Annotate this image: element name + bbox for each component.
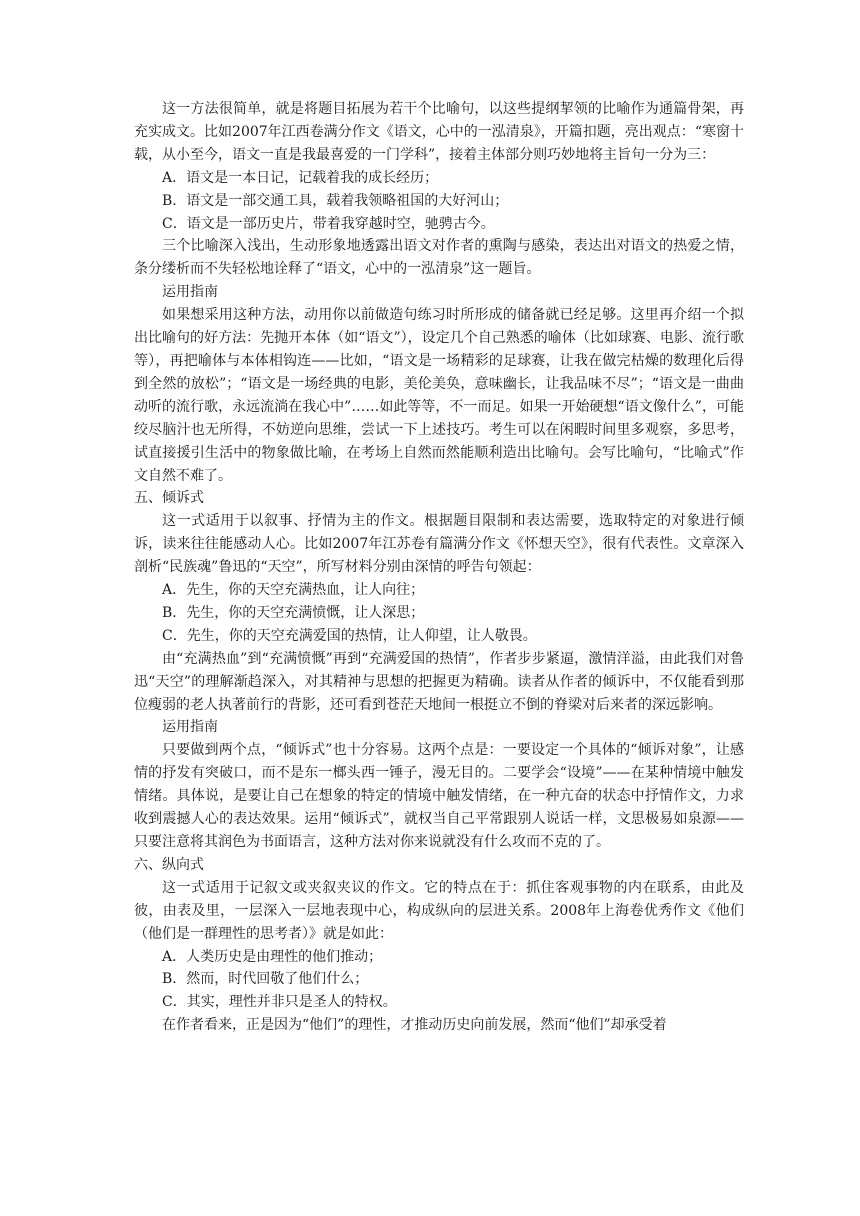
list-item-c: C．语文是一部历史片，带着我穿越时空，驰骋古今。 — [162, 215, 495, 232]
guide-label: 运用指南 — [162, 719, 218, 736]
guide-paragraph: 如果想采用这种方法，动用你以前做造句练习时所形成的储备就已经足够。这里再介绍一个拟出比喻句的好方法：先抛开本体（如“语文”），设定几个自己熟悉的喻体（比如球赛、电影、流行歌等），再把喻体与本体相钩连——比如，“语文是一场精彩的足球赛，让我在做完枯燥的数理化后得到全然的放松”；“语文是一场经典的电影，美伦美奂，意味幽长，让我品味不尽”；“语文是一曲曲动听的流行歌，永远流淌在我心中”……如此等等，不一而足。如果一开始硬想“语文像什么”，可能绞尽脑汁也无所得，不妨逆向思维，尝试一下上述技巧。考生可以在闲暇时间里多观察，多思考，试直接援引生活中的物象做比喻，在考场上自然而然能顺利造出比喻句。会写比喻句，“比喻式”作文自然不难了。 — [134, 307, 744, 484]
analysis-paragraph: 三个比喻深入浅出，生动形象地透露出语文对作者的熏陶与感染，表达出对语文的热爱之情，条分缕析而不失轻松地诠释了“语文，心中的一泓清泉”这一题旨。 — [134, 238, 744, 278]
list-item-a: A．先生，你的天空充满热血，让人向往； — [162, 582, 425, 599]
section-5-paragraph: 这一式适用于以叙事、抒情为主的作文。根据题目限制和表达需要，选取特定的对象进行倾诉，读来往往能感动人心。比如2007年江苏卷有篇满分作文《怀想天空》，很有代表性。文章深入剖析“民族魂”鲁迅的“天空”，所写材料分别由深情的呼告句领起： — [134, 513, 744, 576]
document-page — [134, 98, 744, 1037]
list-item-b: B．先生，你的天空充满愤慨，让人深思； — [162, 604, 425, 621]
list-item-a: A．语文是一本日记，记载着我的成长经历； — [162, 169, 439, 186]
list-item-c: C．先生，你的天空充满爱国的热情，让人仰望，让人敬畏。 — [162, 627, 537, 644]
section-heading-6: 六、纵向式 — [134, 856, 204, 873]
guide-label: 运用指南 — [162, 284, 218, 301]
list-item-b: B．语文是一部交通工具，载着我领略祖国的大好河山； — [162, 192, 509, 209]
guide-paragraph: 只要做到两个点，“倾诉式”也十分容易。这两个点是：一要设定一个具体的“倾诉对象”，让感情的抒发有突破口，而不是东一榔头西一锤子，漫无目的。二要学会“设境”——在某种情境中触发情绪。具体说，是要让自己在想象的特定的情境中触发情绪，在一种亢奋的状态中抒情作文，力求收到震撼人心的表达效果。运用“倾诉式”，就权当自己平常跟别人说话一样，文思极易如泉源——只要注意将其润色为书面语言，这种方法对你来说就没有什么攻而不克的了。 — [134, 742, 744, 850]
closing-paragraph: 在作者看来，正是因为“他们”的理性，才推动历史向前发展，然而“他们”却承受着 — [162, 1017, 667, 1034]
list-item-b: B．然而，时代回敬了他们什么； — [162, 971, 369, 988]
analysis-paragraph: 由“充满热血”到“充满愤慨”再到“充满爱国的热情”，作者步步紧逼，激情洋溢，由此我们对鲁迅“天空”的理解渐趋深入，对其精神与思想的把握更为精确。读者从作者的倾诉中，不仅能看到那位瘦弱的老人执著前行的背影，还可看到苍茫天地间一根挺立不倒的脊梁对后来者的深远影响。 — [134, 650, 744, 713]
intro-paragraph: 这一方法很简单，就是将题目拓展为若干个比喻句，以这些提纲挈领的比喻作为通篇骨架，再充实成文。比如2007年江西卷满分作文《语文，心中的一泓清泉》，开篇扣题，亮出观点：“寒窗十载，从小至今，语文一直是我最喜爱的一门学科”，接着主体部分则巧妙地将主旨句一分为三： — [134, 101, 744, 163]
list-item-a: A．人类历史是由理性的他们推动； — [162, 948, 383, 965]
section-6-paragraph: 这一式适用于记叙文或夹叙夹议的作文。它的特点在于：抓住客观事物的内在联系，由此及彼，由表及里，一层深入一层地表现中心，构成纵向的层进关系。2008年上海卷优秀作文《他们（他们是一群理性的思考者）》就是如此： — [134, 879, 744, 942]
list-item-c: C．其实，理性并非只是圣人的特权。 — [162, 994, 397, 1011]
section-heading-5: 五、倾诉式 — [134, 490, 204, 507]
